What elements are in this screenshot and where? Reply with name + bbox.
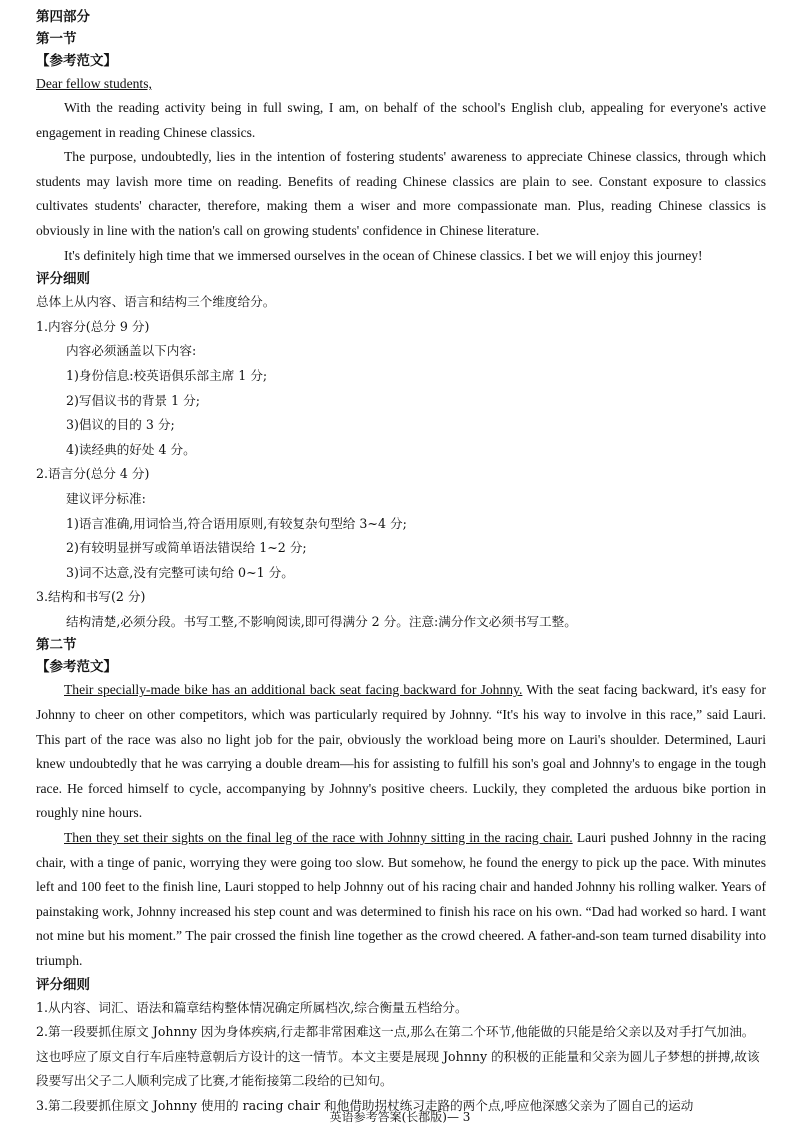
section1-title: 第一节 xyxy=(36,31,77,47)
letter-paragraph-2: The purpose, undoubtedly, lies in the intention of fostering students' awareness to appreciate Chinese classics, through which students may lavish more time on reading. Benefits of reading Chinese classics are plain to see. Constant exposure to classics cultivates students' character, therefore, making them a wiser and more compassionate man. Plus, reading Chinese classics is obviously in line with the nation's call on growing students' confidence in Chinese literature. xyxy=(36,149,766,238)
language-score-title: 2.语言分(总分 4 分) xyxy=(36,466,150,482)
story-paragraph-1-given-sentence: Their specially-made bike has an additional back seat facing backward for Johnny. xyxy=(64,682,523,698)
language-item-3: 3)词不达意,没有完整可读句给 0~1 分。 xyxy=(66,564,294,580)
letter-salutation: Dear fellow students, xyxy=(36,76,152,91)
structure-score-title: 3.结构和书写(2 分) xyxy=(36,589,146,605)
content-score-title: 1.内容分(总分 9 分) xyxy=(36,318,150,334)
language-score-intro: 建议评分标准: xyxy=(66,490,146,506)
content-item-1: 1)身份信息:校英语俱乐部主席 1 分; xyxy=(66,367,268,383)
structure-score-text: 结构清楚,必须分段。书写工整,不影响阅读,即可得满分 2 分。注意:满分作文必须书写工整。 xyxy=(66,613,577,629)
story-paragraph-1-body: With the seat facing backward, it's easy for Johnny to cheer on other competitors, which was particularly required by Johnny. “It's his way to involve in this race,” said Lauri. This part of the race was also no light job for the pair, obviously the workload being more on Lauri's shoulder. Determined, Lauri knew undoubtedly that he was carrying a double dream—his for assisting to fulfill his son's goal and Johnny's to engage in the tough race. He forced himself to cycle, accompanying by Johnny's positive cheers. Luckily, they completed the arduous bike portion in roughly nine hours. xyxy=(36,682,766,821)
letter-paragraph-3: It's definitely high time that we immersed ourselves in the ocean of Chinese classics. I bet we will enjoy this journey! xyxy=(64,247,703,263)
page-footer: 英语参考答案(长郡版)— 3 xyxy=(329,1110,471,1124)
story-paragraph-2-given-sentence: Then they set their sights on the final leg of the race with Johnny sitting in the racing chair. xyxy=(64,830,573,846)
answer-page xyxy=(36,6,766,1119)
section1-grading-title: 评分细则 xyxy=(36,271,90,288)
section2-grading-item-2: 2.第一段要抓住原文 Johnny 因为身体疾病,行走都非常困难这一点,那么在第二个环节,他能做的只能是给父亲以及对手打气加油。这也呼应了原文自行车后座特意朝后方设计的这一情节。本文主要是展现 Johnny 的积极的正能量和父亲为圆儿子梦想的拼搏,故该段要写出父子二人顺利完成了比赛,才能衔接第二段给的已知句。 xyxy=(36,1024,760,1089)
letter-paragraph-1: With the reading activity being in full swing, I am, on behalf of the school's English club, appealing for everyone's active engagement in reading Chinese classics. xyxy=(36,100,766,140)
section2-title: 第二节 xyxy=(36,637,77,654)
content-item-2: 2)写倡议书的背景 1 分; xyxy=(66,392,200,408)
part-title: 第四部分 xyxy=(36,9,90,25)
story-paragraph-2-body: Lauri pushed Johnny in the racing chair, with a tinge of panic, worrying they were going too slow. But somehow, he found the energy to pick up the pace. With minutes left and 100 feet to the finish line, Lauri stopped to help Johnny out of his racing chair and handed Johnny his rolling walker. Years of painstaking work, Johnny increased his step count and was determined to finish his race on his own. “Dad had worked so hard. I want not mine but his moment.” The pair crossed the finish line together as the crowd cheered. A father-and-son team turned disability into triumph. xyxy=(36,830,766,968)
section2-grading-item-1: 1.从内容、词汇、语法和篇章结构整体情况确定所属档次,综合衡量五档给分。 xyxy=(36,999,468,1015)
content-item-3: 3)倡议的目的 3 分; xyxy=(66,417,175,433)
language-item-1: 1)语言准确,用词恰当,符合语用原则,有较复杂句型给 3~4 分; xyxy=(66,515,407,531)
section2-sample-label: 【参考范文】 xyxy=(36,659,117,676)
story-paragraph-2 xyxy=(36,826,766,974)
grading-intro: 总体上从内容、语言和结构三个维度给分。 xyxy=(36,294,276,310)
section2-grading-item-3: 3.第二段要抓住原文 Johnny 使用的 racing chair 和他借助拐杖练习走路的两个点,呼应他深感父亲为了圆自己的运动 xyxy=(36,1097,694,1113)
content-score-intro: 内容必须涵盖以下内容: xyxy=(66,343,197,359)
section1-sample-label: 【参考范文】 xyxy=(36,53,117,69)
story-paragraph-1 xyxy=(36,678,766,826)
section2-grading-title: 评分细则 xyxy=(36,976,90,993)
language-item-2: 2)有较明显拼写或简单语法错误给 1~2 分; xyxy=(66,540,307,556)
content-item-4: 4)读经典的好处 4 分。 xyxy=(66,441,196,457)
